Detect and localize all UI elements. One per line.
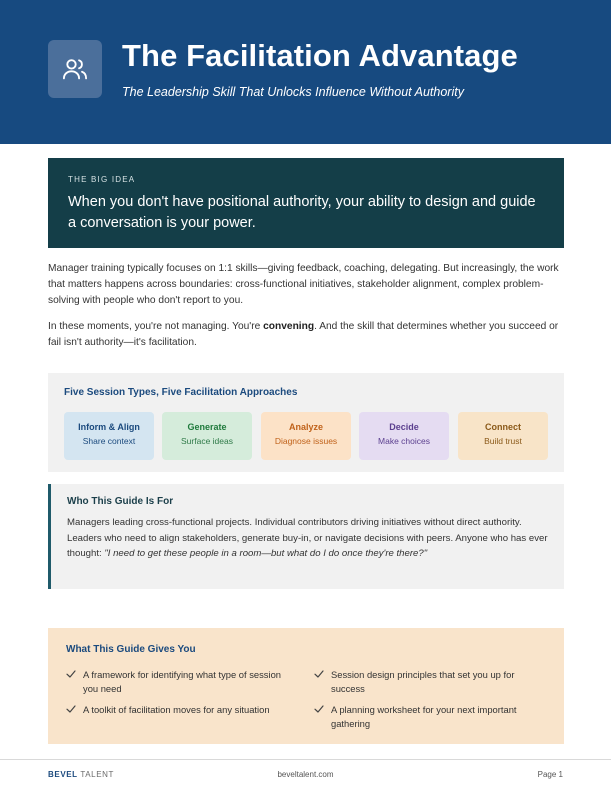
session-chip-name: Analyze bbox=[288, 422, 323, 432]
footer-brand-rest: TALENT bbox=[77, 770, 115, 779]
footer-divider bbox=[0, 759, 611, 760]
users-icon bbox=[61, 55, 89, 83]
benefit-item bbox=[66, 703, 286, 717]
benefit-text: Session design principles that set you up for success bbox=[331, 669, 515, 694]
session-chip-name: Generate bbox=[187, 422, 227, 432]
session-chip bbox=[162, 412, 252, 460]
benefit-text: A toolkit of facilitation moves for any situation bbox=[83, 704, 270, 715]
session-chip bbox=[458, 412, 548, 460]
who-guide-is-for-body bbox=[67, 515, 548, 562]
session-chip bbox=[64, 412, 154, 460]
big-idea-kicker: THE BIG IDEA bbox=[68, 175, 136, 184]
benefit-item bbox=[314, 703, 534, 731]
intro-paragraph-2 bbox=[48, 319, 568, 351]
logo-badge bbox=[48, 40, 102, 98]
intro-p2-before: In these moments, you're not managing. You're bbox=[48, 321, 264, 332]
what-guide-gives-title: What This Guide Gives You bbox=[66, 644, 196, 655]
big-idea-text: When you don't have positional authority, your ability to design and guide a conversation is your power. bbox=[68, 194, 536, 231]
session-chip-desc: Diagnose issues bbox=[274, 436, 338, 446]
checkmark-icon bbox=[66, 704, 76, 714]
session-chip bbox=[261, 412, 351, 460]
big-idea-callout bbox=[48, 158, 564, 248]
session-chip-desc: Surface ideas bbox=[181, 436, 233, 446]
benefit-text: A planning worksheet for your next important gathering bbox=[331, 704, 517, 729]
intro-paragraph-1: Manager training typically focuses on 1:1 skills—giving feedback, coaching, delegating. But increasingly, the work that matters happens across boundaries: cross-functional initiatives, stakeholder alignment, complex problem-solving with people who don't report to you. bbox=[48, 263, 559, 306]
session-types-panel bbox=[48, 373, 564, 472]
what-guide-gives-panel bbox=[48, 628, 564, 744]
checkmark-icon bbox=[314, 669, 324, 679]
checkmark-icon bbox=[314, 704, 324, 714]
session-chip-name: Decide bbox=[389, 422, 419, 432]
session-chip-desc: Share context bbox=[82, 436, 136, 446]
who-guide-is-for-text: Managers leading cross-functional projects. Individual contributors driving initiatives without direct authority. Leaders who need to align stakeholders, generate buy-in, or navigate decisions with peers. Anyone who has ever thought: bbox=[67, 517, 548, 559]
session-chip-desc: Build trust bbox=[484, 436, 522, 446]
session-types-title: Five Session Types, Five Facilitation Approaches bbox=[64, 387, 298, 398]
intro-p2-after: . And the skill that determines whether you succeed or fail isn't authority—it's facilitation. bbox=[48, 321, 559, 348]
footer-brand-bold: BEVEL bbox=[48, 770, 78, 779]
intro-p2-bold: convening bbox=[263, 321, 315, 332]
page-title: The Facilitation Advantage bbox=[122, 38, 518, 73]
footer-page-number: Page 1 bbox=[537, 770, 563, 779]
session-chip-desc: Make choices bbox=[378, 436, 430, 446]
who-guide-is-for-panel bbox=[48, 484, 564, 589]
page-subtitle: The Leadership Skill That Unlocks Influence Without Authority bbox=[122, 85, 464, 99]
benefit-item bbox=[314, 668, 534, 696]
benefit-item bbox=[66, 668, 286, 696]
who-guide-is-for-title: Who This Guide Is For bbox=[67, 496, 174, 507]
header-banner bbox=[0, 0, 611, 144]
session-chip-name: Connect bbox=[485, 422, 521, 432]
checkmark-icon bbox=[66, 669, 76, 679]
footer-url: beveltalent.com bbox=[277, 770, 334, 779]
session-chip bbox=[359, 412, 449, 460]
session-chip-name: Inform & Align bbox=[78, 422, 140, 432]
benefit-text: A framework for identifying what type of session you need bbox=[83, 669, 282, 694]
who-guide-is-for-quote: "I need to get these people in a room—but what do I do once they're there?" bbox=[104, 548, 428, 559]
